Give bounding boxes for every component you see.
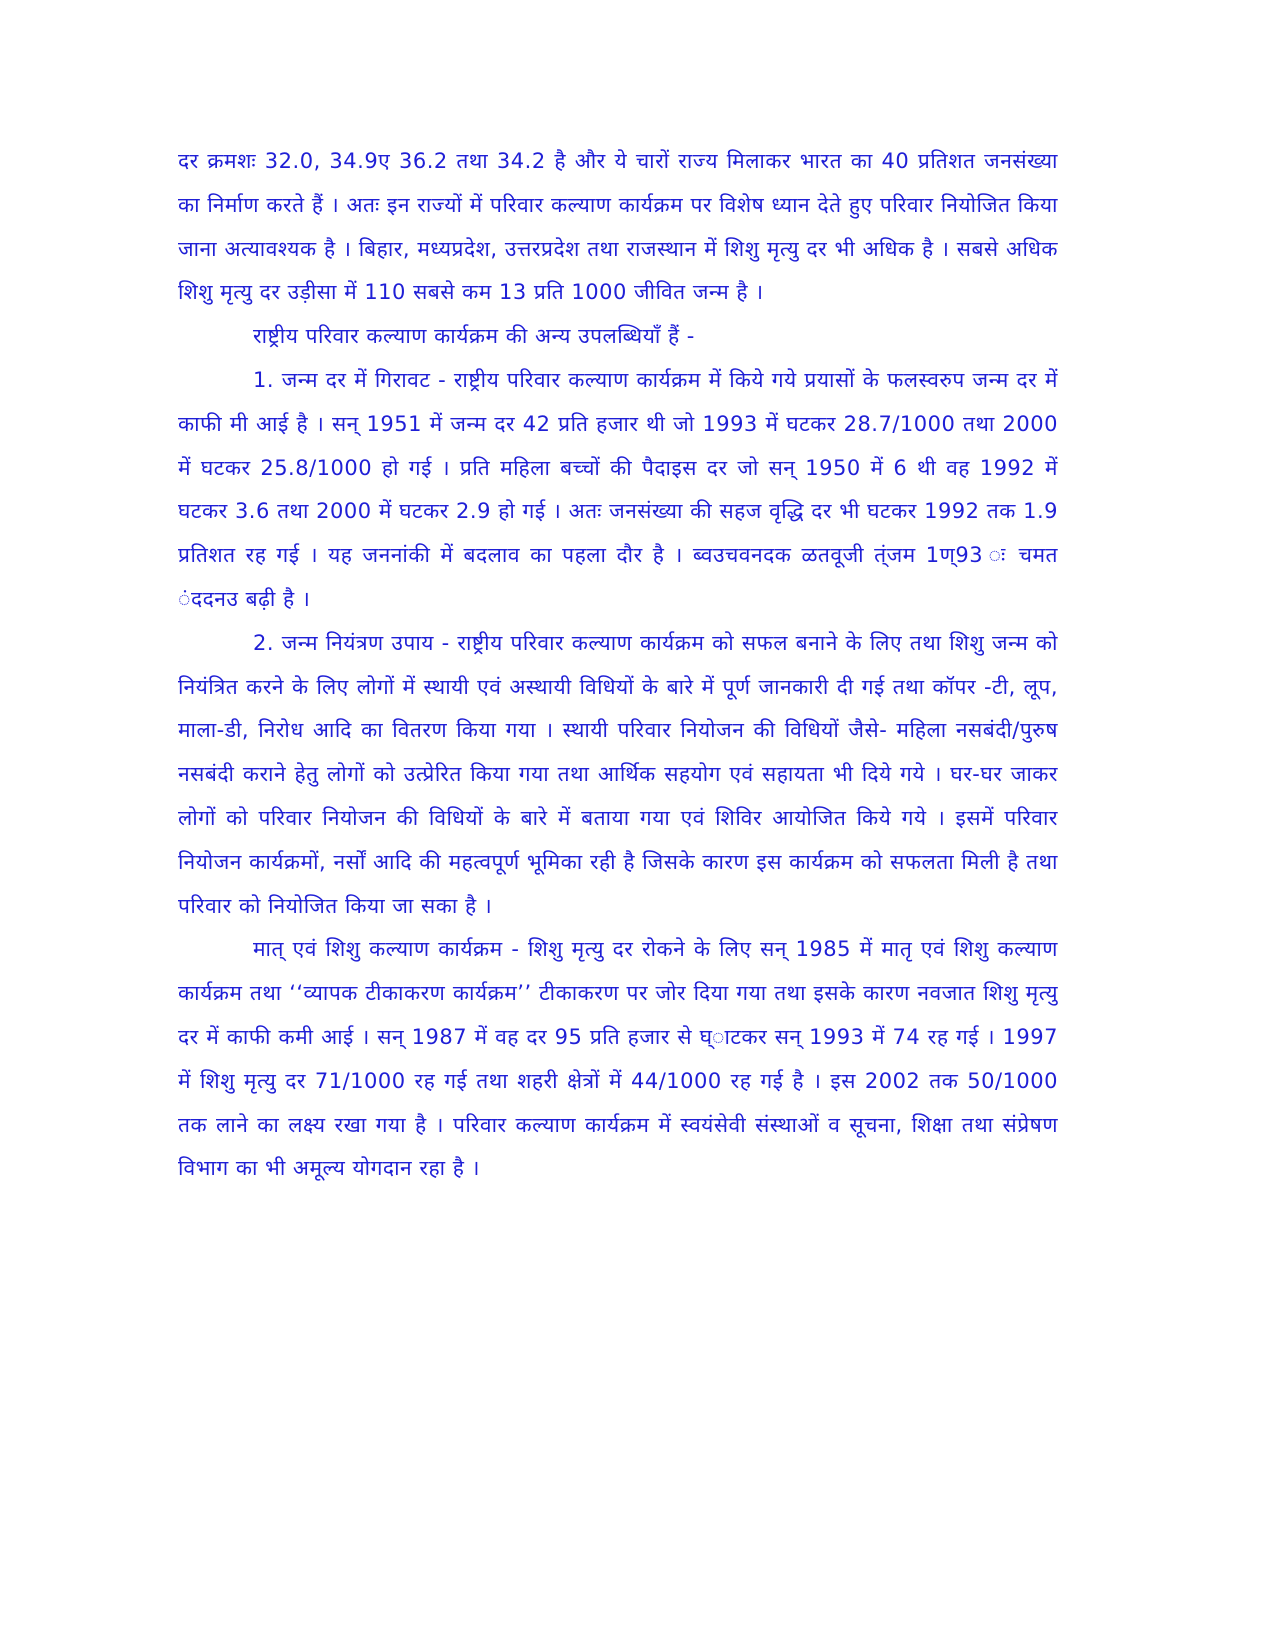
paragraph-birth-rate-decline: 1. जन्म दर में गिरावट - राष्ट्रीय परिवार कल्याण कार्यक्रम में किये गये प्रयासों के फलस्वरुप जन्म दर में काफी मी आई है । सन् 1951 में जन्म दर 42 प्रति हजार थी जो 1993 में घटकर 28.7/1000 तथा 2000 में घटकर 25.8/1000 हो गई । प्रति महिला बच्चों की पैदाइस दर जो सन् 1950 में 6 थी वह 1992 में घटकर 3.6 तथा 2000 में घटकर 2.9 हो गई । अतः जनसंख्या की सहज वृद्धि दर भी घटकर 1992 तक 1.9 प्रतिशत रह गई । यह जननांकी में बदलाव का पहला दौर है । ब्वउचवनदक ळतवूजी त्ंजम 1ण्93 ः चमत ंददनउ बढ़ी है । <box>178 367 1058 611</box>
document-page <box>178 140 1058 1191</box>
paragraph-achievements-heading: राष्ट्रीय परिवार कल्याण कार्यक्रम की अन्य उपलब्धियाँ हैं - <box>253 324 695 349</box>
paragraph-intro: दर क्रमशः 32.0, 34.9ए 36.2 तथा 34.2 है और ये चारों राज्य मिलाकर भारत का 40 प्रतिशत जनसंख्या का निर्माण करते हैं । अतः इन राज्यों में परिवार कल्याण कार्यक्रम पर विशेष ध्यान देते हुए परिवार नियोजित किया जाना अत्यावश्यक है । बिहार, मध्यप्रदेश, उत्तरप्रदेश तथा राजस्थान में शिशु मृत्यु दर भी अधिक है । सबसे अधिक शिशु मृत्यु दर उड़ीसा में 110 सबसे कम 13 प्रति 1000 जीवित जन्म है । <box>178 149 1058 305</box>
paragraph-mother-child-welfare: मात् एवं शिशु कल्याण कार्यक्रम - शिशु मृत्यु दर रोकने के लिए सन् 1985 में मातृ एवं शिशु कल्याण कार्यक्रम तथा ‘‘व्यापक टीकाकरण कार्यक्रम’’ टीकाकरण पर जोर दिया गया तथा इसके कारण नवजात शिशु मृत्यु दर में काफी कमी आई । सन् 1987 में वह दर 95 प्रति हजार से घ्ाटकर सन् 1993 में 74 रह गई । 1997 में शिशु मृत्यु दर 71/1000 रह गई तथा शहरी क्षेत्रों में 44/1000 रह गई है । इस 2002 तक 50/1000 तक लाने का लक्ष्य रखा गया है । परिवार कल्याण कार्यक्रम में स्वयंसेवी संस्थाओं व सूचना, शिक्षा तथा संप्रेषण विभाग का भी अमूल्य योगदान रहा है । <box>178 937 1058 1181</box>
paragraph-birth-control-measures: 2. जन्म नियंत्रण उपाय - राष्ट्रीय परिवार कल्याण कार्यक्रम को सफल बनाने के लिए तथा शिशु जन्म को नियंत्रित करने के लिए लोगों में स्थायी एवं अस्थायी विधियों के बारे में पूर्ण जानकारी दी गई तथा कॉपर -टी, लूप, माला-डी, निरोध आदि का वितरण किया गया । स्थायी परिवार नियोजन की विधियों जैसे- महिला नसबंदी/पुरुष नसबंदी कराने हेतु लोगों को उत्प्रेरित किया गया तथा आर्थिक सहयोग एवं सहायता भी दिये गये । घर-घर जाकर लोगों को परिवार नियोजन की विधियों के बारे में बताया गया एवं शिविर आयोजित किये गये । इसमें परिवार नियोजन कार्यक्रमों, नर्सों आदि की महत्वपूर्ण भूमिका रही है जिसके कारण इस कार्यक्रम को सफलता मिली है तथा परिवार को नियोजित किया जा सका है । <box>178 630 1058 918</box>
